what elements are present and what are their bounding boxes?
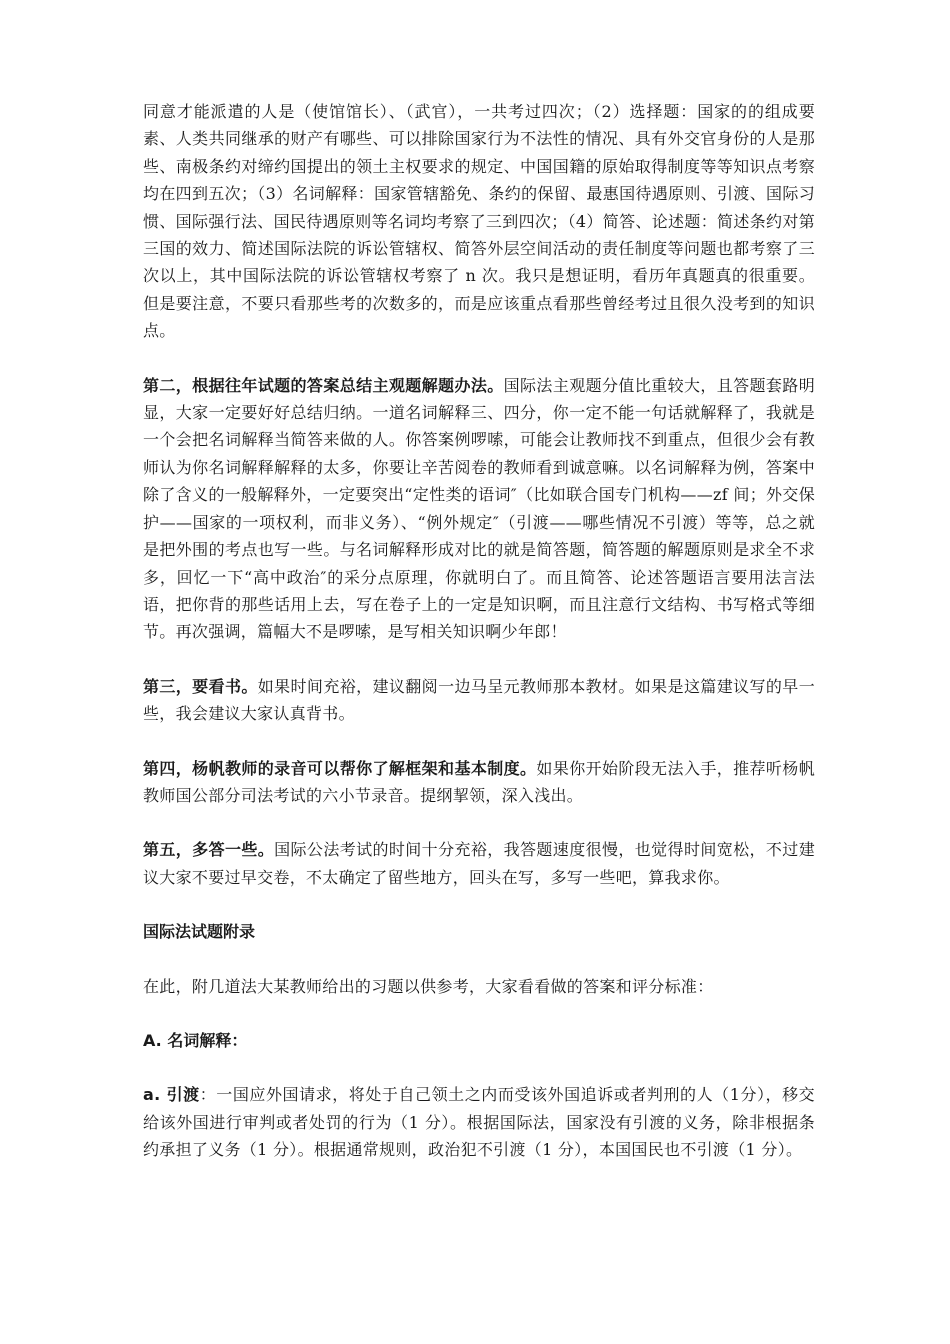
paragraph-fourth-tip xyxy=(143,755,815,810)
tip-heading: 第三，要看书。 xyxy=(143,676,258,696)
section-a-title: A. 名词解释： xyxy=(143,1030,248,1050)
item-definition: ：一国应外国请求，将处于自己领土之内而受该外国追诉或者判刑的人（1分），移交给该外国进行审判或者处罚的行为（1 分）。根据国际法，国家没有引渡的义务，除非根据条约承担了义务（1 分）。根据通常规则，政治犯不引渡（1 分），本国国民也不引渡（1 分）。 xyxy=(143,1085,815,1160)
tip-heading: 第四，杨帆教师的录音可以帮你了解框架和基本制度。 xyxy=(143,758,537,778)
paragraph-exam-frequency xyxy=(143,98,815,345)
paragraph-gap xyxy=(143,728,815,755)
paragraph-fifth-tip xyxy=(143,836,815,891)
paragraph-text: 国际法主观题分值比重较大，且答题套路明显，大家一定要好好总结归纳。一道名词解释三、四分，你一定不能一句话就解释了，我就是一个会把名词解释当简答来做的人。你答案例啰嗦，可能会让教师找不到重点，但很少会有教师认为你名词解释解释的太多，你要让辛苦阅卷的教师看到诚意嘛。以名词解释为例，答案中除了含义的一般解释外，一定要突出“定性类的语词″（比如联合国专门机构——zf 间；外交保护——国家的一项权利，而非义务）、“例外规定″（引渡——哪些情况不引渡）等等，总之就是把外围的考点也写一些。与名词解释形成对比的就是简答题，简答题的解题原则是求全不求多，回忆一下“高中政治″的采分点原理，你就明白了。而且简答、论述答题语言要用法言法语，把你背的那些话用上去，写在卷子上的一定是知识啊，而且注意行文结构、书写格式等细节。再次强调，篇幅大不是啰嗦，是写相关知识啊少年郎！ xyxy=(143,375,816,642)
paragraph-gap xyxy=(143,891,815,918)
paragraph-second-tip xyxy=(143,372,815,646)
tip-heading: 第二，根据往年试题的答案总结主观题解题办法。 xyxy=(143,375,504,395)
paragraph-text: 同意才能派遣的人是（使馆馆长）、（武官），一共考过四次；（2）选择题：国家的的组成要素、人类共同继承的财产有哪些、可以排除国家行为不法性的情况、具有外交官身份的人是那些、南极条约对缔约国提出的领土主权要求的规定、中国国籍的原始取得制度等等知识点考察均在四到五次；（3）名词解释：国家管辖豁免、条约的保留、最惠国待遇原则、引渡、国际习惯、国际强行法、国民待遇原则等名词均考察了三到四次；（4）简答、论述题：简述条约对第三国的效力、简述国际法院的诉讼管辖权、简答外层空间活动的责任制度等问题也都考察了三次以上，其中国际法院的诉讼管辖权考察了 n 次。我只是想证明，看历年真题真的很重要。但是要注意，不要只看那些考的次数多的，而是应该重点看那些曾经考过且很久没考到的知识点。 xyxy=(143,102,815,341)
appendix-intro: 在此，附几道法大某教师给出的习题以供参考，大家看看做的答案和评分标准： xyxy=(143,976,714,996)
paragraph-text: 如果时间充裕，建议翻阅一边马呈元教师那本教材。如果是这篇建议写的早一些，我会建议大家认真背书。 xyxy=(143,676,815,724)
paragraph-gap xyxy=(143,646,815,673)
paragraph-gap xyxy=(143,1000,815,1027)
paragraph-gap xyxy=(143,1054,815,1081)
paragraph-gap xyxy=(143,809,815,836)
tip-heading: 第五，多答一些。 xyxy=(143,840,275,860)
document-page xyxy=(143,98,815,1164)
item-term: a. 引渡 xyxy=(143,1085,200,1105)
appendix-title: 国际法试题附录 xyxy=(143,922,256,942)
paragraph-gap xyxy=(143,345,815,372)
paragraph-third-tip xyxy=(143,673,815,728)
paragraph-text: 国际公法考试的时间十分充裕，我答题速度很慢，也觉得时间宽松，不过建议大家不要过早交卷，不太确定了留些地方，回头在写，多写一些吧，算我求你。 xyxy=(143,840,815,887)
paragraph-gap xyxy=(143,946,815,973)
item-a-extradition xyxy=(143,1081,815,1163)
paragraph-text: 如果你开始阶段无法入手，推荐听杨帆教师国公部分司法考试的六小节录音。提纲挈领，深入浅出。 xyxy=(143,758,815,805)
